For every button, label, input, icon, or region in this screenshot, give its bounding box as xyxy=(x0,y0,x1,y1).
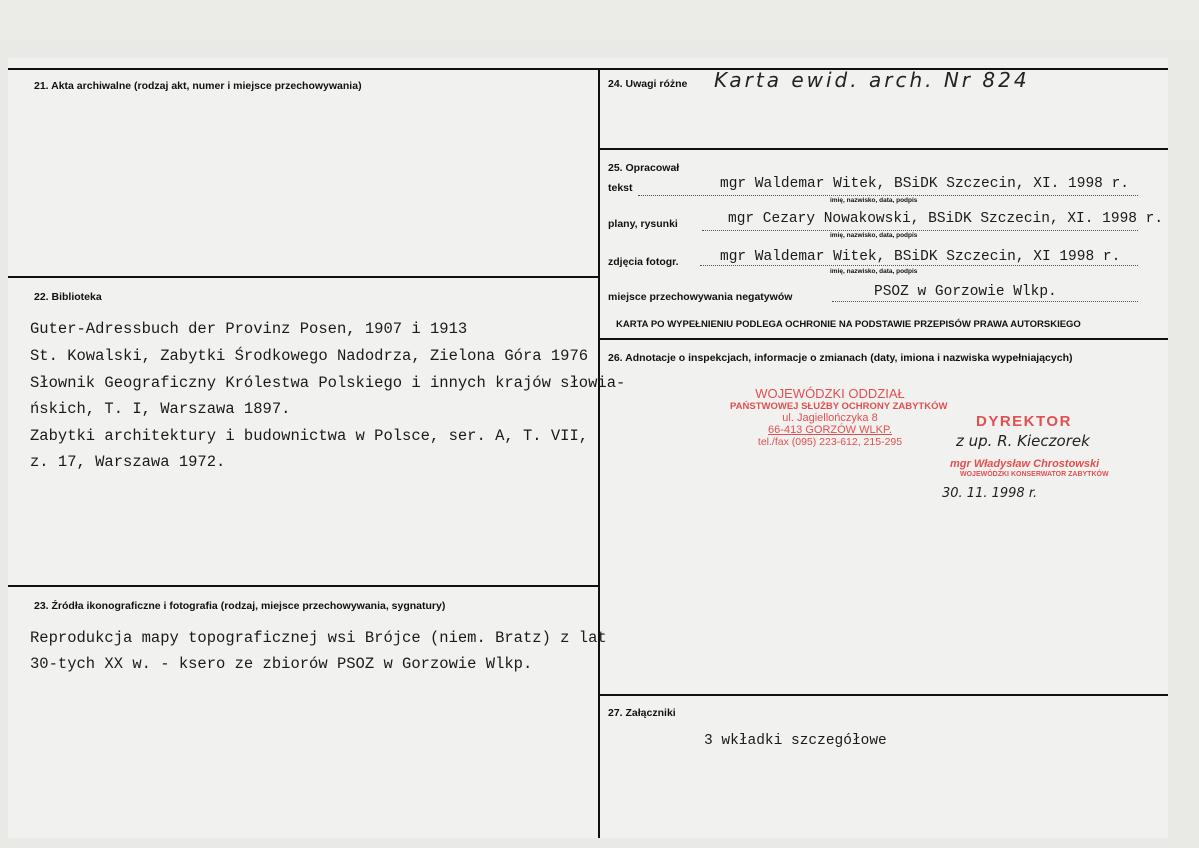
attachments-value: 3 wkładki szczegółowe xyxy=(704,733,887,749)
top-strip xyxy=(0,0,1199,40)
bibliography-line: Zabytki architektury i budownictwa w Polsce, ser. A, T. VII, xyxy=(30,427,589,445)
divider-24-25 xyxy=(599,148,1168,150)
section-22-label: 22. Biblioteka xyxy=(34,291,102,303)
director-stamp-role: WOJEWÓDZKI KONSERWATOR ZABYTKÓW xyxy=(960,471,1109,478)
bibliography-line: z. 17, Warszawa 1972. xyxy=(30,453,226,471)
copyright-notice: KARTA PO WYPEŁNIENIU PODLEGA OCHRONIE NA PODSTAWIE PRZEPISÓW PRAWA AUTORSKIEGO xyxy=(616,319,1081,330)
iconography-line: 30-tych XX w. - ksero ze zbiorów PSOZ w Gorzowie Wlkp. xyxy=(30,655,533,673)
text-author-dotline xyxy=(638,195,1138,196)
office-stamp-line: PAŃSTWOWEJ SŁUŻBY OCHRONY ZABYTKÓW xyxy=(730,401,948,412)
director-stamp-name: mgr Władysław Chrostowski xyxy=(950,458,1100,470)
section-27-label: 27. Załączniki xyxy=(608,707,676,719)
negatives-label: miejsce przechowywania negatywów xyxy=(608,291,793,303)
center-divider xyxy=(598,68,600,838)
divider-25-26 xyxy=(599,338,1168,340)
section-26-label: 26. Adnotacje o inspekcjach, informacje o zmianach (daty, imiona i nazwiska wypełniających) xyxy=(608,352,1073,364)
photos-author-label: zdjęcia fotogr. xyxy=(608,256,679,268)
section-25-label: 25. Opracował xyxy=(608,162,680,174)
text-author-caption: imię, nazwisko, data, podpis xyxy=(830,197,918,204)
office-stamp-line: ul. Jagiellończyka 8 xyxy=(782,412,878,424)
director-signature: z up. R. Kieczorek xyxy=(956,432,1090,450)
bibliography-line: ńskich, T. I, Warszawa 1897. xyxy=(30,400,291,418)
photos-author-value: mgr Waldemar Witek, BSiDK Szczecin, XI 1998 r. xyxy=(720,249,1121,265)
section-21-label: 21. Akta archiwalne (rodzaj akt, numer i miejsce przechowywania) xyxy=(34,80,362,92)
photos-author-dotline xyxy=(700,265,1138,266)
drawings-author-dotline xyxy=(702,230,1138,231)
drawings-author-value: mgr Cezary Nowakowski, BSiDK Szczecin, XI. 1998 r. xyxy=(728,211,1164,227)
bibliography-line: St. Kowalski, Zabytki Środkowego Nadodrza, Zielona Góra 1976 xyxy=(30,347,589,365)
director-stamp-title: DYREKTOR xyxy=(976,413,1072,430)
photos-author-caption: imię, nazwisko, data, podpis xyxy=(830,268,918,275)
drawings-author-caption: imię, nazwisko, data, podpis xyxy=(830,232,918,239)
bibliography-line: Guter-Adressbuch der Provinz Posen, 1907 i 1913 xyxy=(30,320,468,338)
divider-21-22 xyxy=(8,276,599,278)
office-stamp-line: 66-413 GORZÓW WLKP. xyxy=(768,424,892,436)
divider-22-23 xyxy=(8,585,599,587)
office-stamp-line: WOJEWÓDZKI ODDZIAŁ xyxy=(755,386,905,401)
remarks-handwriting: Karta ewid. arch. Nr 824 xyxy=(714,68,1030,92)
divider-26-27 xyxy=(599,694,1168,696)
text-author-value: mgr Waldemar Witek, BSiDK Szczecin, XI. 1998 r. xyxy=(720,176,1129,192)
office-stamp-line: tel./fax (095) 223-612, 215-295 xyxy=(757,436,903,448)
section-24-label: 24. Uwagi różne xyxy=(608,78,688,90)
text-author-label: tekst xyxy=(608,182,633,194)
section-23-label: 23. Źródła ikonograficzne i fotografia (rodzaj, miejsce przechowywania, sygnatury) xyxy=(34,600,446,612)
iconography-line: Reprodukcja mapy topograficznej wsi Brójce (niem. Bratz) z lat xyxy=(30,629,607,647)
bibliography-line: Słownik Geograficzny Królestwa Polskiego i innych krajów słowia- xyxy=(30,374,626,392)
drawings-author-label: plany, rysunki xyxy=(608,218,678,230)
office-stamp xyxy=(730,386,948,448)
inspection-date: 30. 11. 1998 r. xyxy=(942,486,1038,501)
negatives-dotline xyxy=(832,301,1138,302)
record-card xyxy=(8,58,1168,838)
negatives-value: PSOZ w Gorzowie Wlkp. xyxy=(874,284,1057,300)
